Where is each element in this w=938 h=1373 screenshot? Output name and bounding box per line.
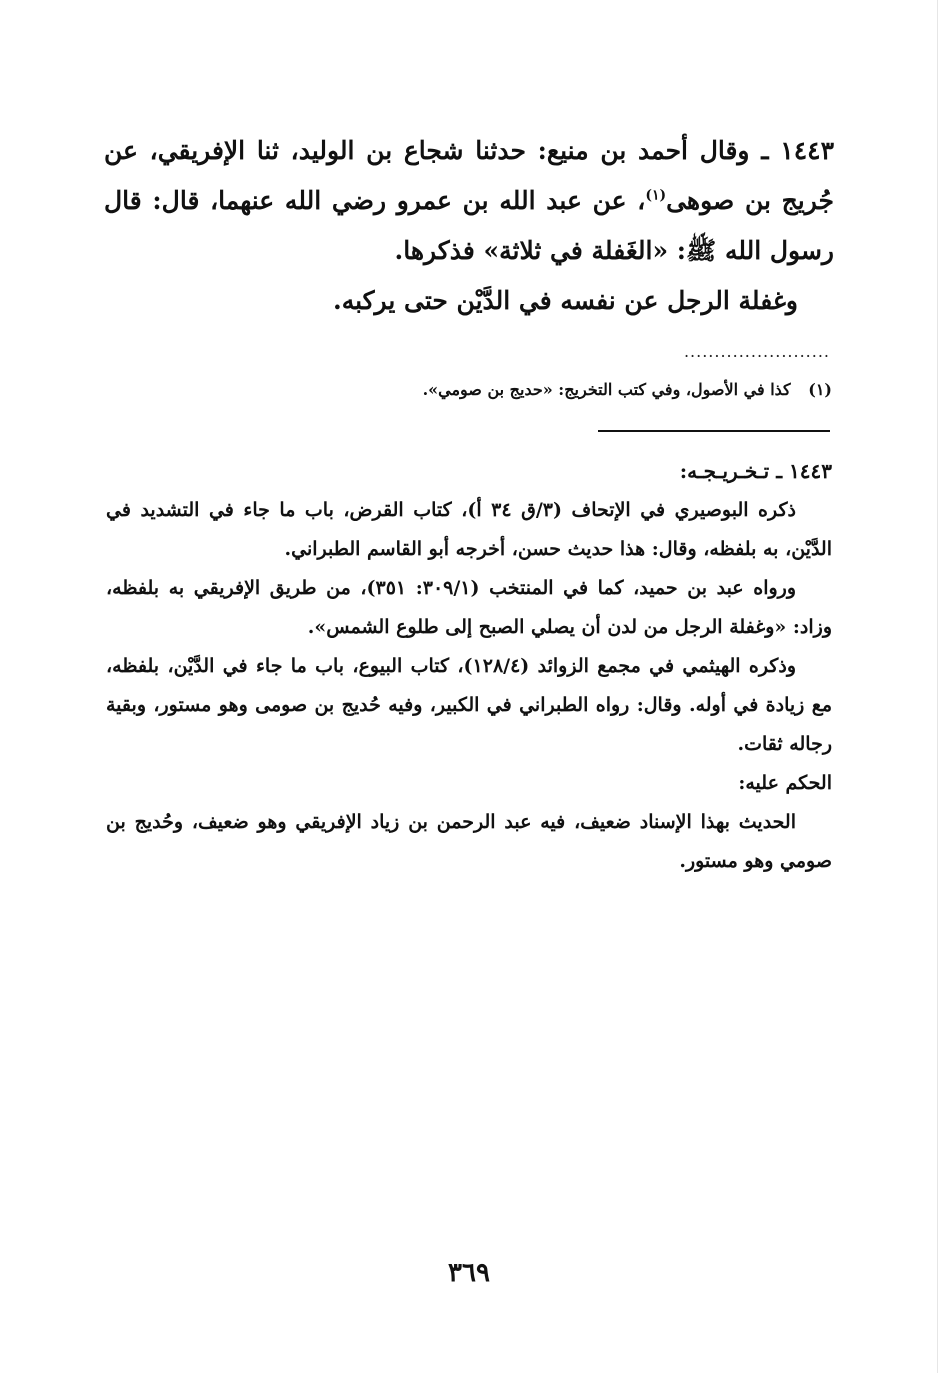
hadith-paragraph-2: وغفلة الرجل عن نفسه في الدَّيْن حتى يركبه. <box>332 286 798 315</box>
takhrij-section <box>106 452 832 881</box>
hadith-text-line-1: وقال أحمد بن منيع: حدثنا شجاع بن الوليد، ثنا الإفريقي، عن جُريج بن صوهى <box>104 136 834 215</box>
footnote-marker: (١) <box>808 380 832 399</box>
takhrij-heading: ١٤٤٣ ـ تـخـريـجـه: <box>679 459 832 483</box>
footnote-reference: (١) <box>645 187 667 204</box>
hadith-number: ١٤٤٣ <box>780 136 834 165</box>
footnote <box>112 376 832 404</box>
footnote-dotted-divider: ........................ <box>683 344 830 360</box>
hadith-text <box>104 126 834 326</box>
page-number: ٣٦٩ <box>448 1258 490 1288</box>
ruling-heading: الحكم عليه: <box>738 772 832 794</box>
hadith-text-line-2: ، عن عبد الله بن عمرو رضي الله عنهما، قال: قال رسول الله ﷺ: «الغَفلة في ثلاثة» فذكرها. <box>104 186 834 265</box>
footnote-text: كذا في الأصول، وفي كتب التخريج: «حديج بن صومي». <box>422 380 791 399</box>
ruling-text: الحديث بهذا الإسناد ضعيف، فيه عبد الرحمن بن زياد الإفريقي وهو ضعيف، وحُديج بن صومي وهو مستور. <box>106 811 832 872</box>
takhrij-paragraph-2: ورواه عبد بن حميد، كما في المنتخب (٣٠٩/١: ٣٥١)، من طريق الإفريقي به بلفظه، وزاد: «وغفلة الرجل من لدن أن يصلي الصبح إلى طلوع الشمس». <box>106 577 832 638</box>
takhrij-paragraph-1: ذكره البوصيري في الإتحاف (٣/ق ٣٤ أ)، كتاب القرض، باب ما جاء في التشديد في الدَّيْن، به بلفظه، وقال: هذا حديث حسن، أخرجه أبو القاسم الطبراني. <box>106 499 832 560</box>
hadith-dash: ـ <box>761 136 769 165</box>
section-separator-line <box>598 430 830 432</box>
hadith-paragraph-1 <box>104 126 834 276</box>
takhrij-paragraph-3: وذكره الهيثمي في مجمع الزوائد (١٢٨/٤)، كتاب البيوع، باب ما جاء في الدَّيْن، بلفظه، مع زيادة في أوله. وقال: رواه الطبراني في الكبير، وفيه حُديج بن صومى وهو مستور، وبقية رجاله ثقات. <box>106 655 833 755</box>
